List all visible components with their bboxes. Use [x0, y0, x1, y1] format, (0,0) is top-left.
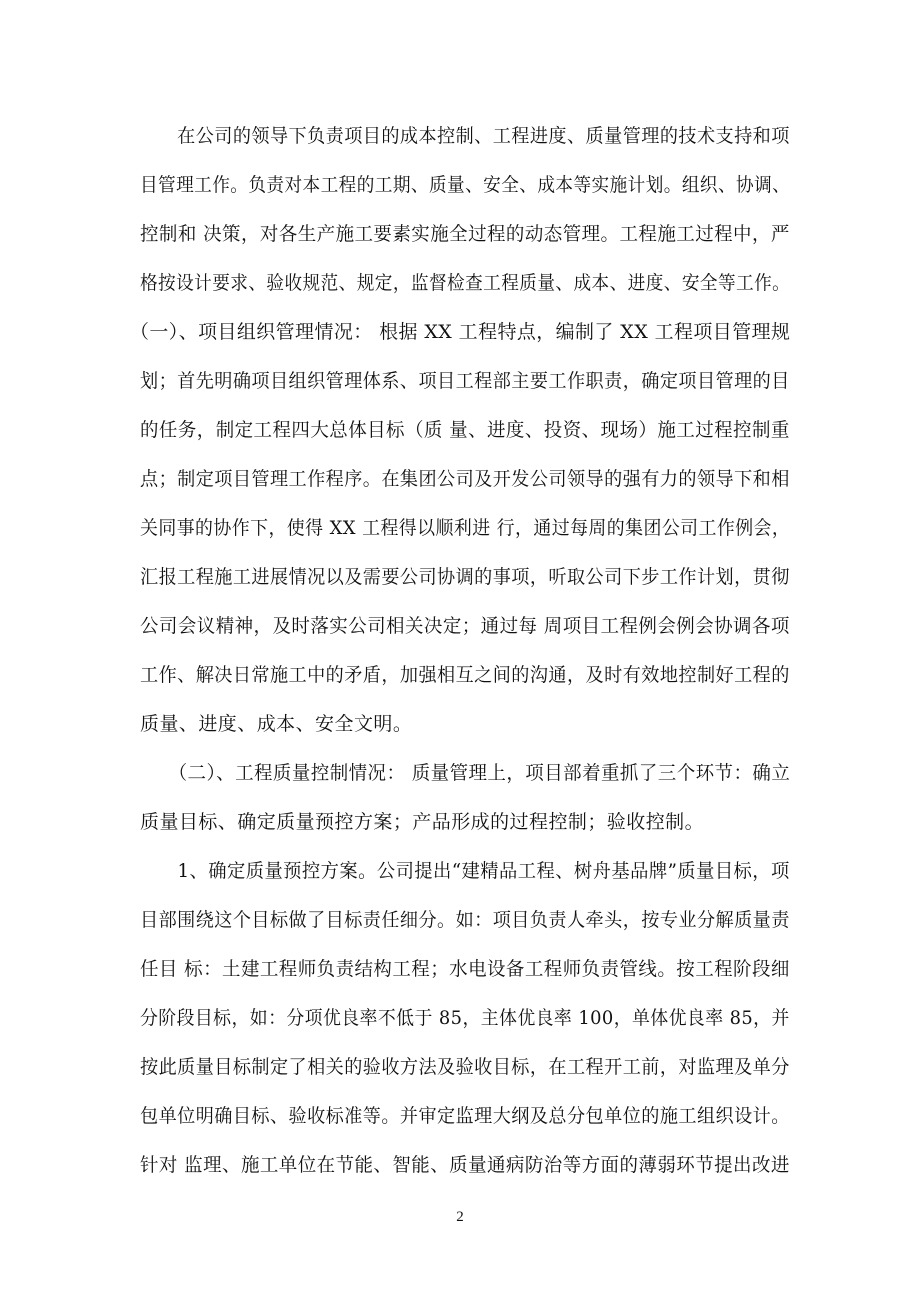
text-line: 目部围绕这个目标做了目标责任细分。如：项目负责人牵头，按专业分解质量责 — [140, 909, 790, 931]
text-line: 质量目标、确定质量预控方案；产品形成的过程控制；验收控制。 — [140, 811, 705, 833]
text-line: 的任务，制定工程四大总体目标（质 量、进度、投资、现场）施工过程控制重 — [140, 419, 790, 441]
text-line: 按此质量目标制定了相关的验收方法及验收目标，在工程开工前，对监理及单分 — [140, 1056, 790, 1078]
text-line: 在公司的领导下负责项目的成本控制、工程进度、质量管理的技术支持和项 — [140, 125, 790, 147]
text-line: 控制和 决策，对各生产施工要素实施全过程的动态管理。工程施工过程中，严 — [140, 223, 790, 245]
text-line: 1、确定质量预控方案。公司提出“建精品工程、树舟基品牌”质量目标，项 — [140, 860, 790, 882]
text-line: 划；首先明确项目组织管理体系、项目工程部主要工作职责，确定项目管理的目 — [140, 370, 790, 392]
text-line: 格按设计要求、验收规范、规定，监督检查工程质量、成本、进度、安全等工作。 — [140, 272, 791, 294]
text-line: 包单位明确目标、验收标准等。并审定监理大纲及总分包单位的施工组织设计。 — [140, 1105, 790, 1127]
text-line: （二）、工程质量控制情况： 质量管理上，项目部着重抓了三个环节：确立 — [140, 762, 791, 784]
text-line: 点；制定项目管理工作程序。在集团公司及开发公司领导的强有力的领导下和相 — [140, 468, 790, 490]
text-line: 关同事的协作下，使得 XX 工程得以顺利进 行，通过每周的集团公司工作例会， — [140, 517, 791, 539]
text-line: 任目 标：土建工程师负责结构工程；水电设备工程师负责管线。按工程阶段细 — [140, 958, 790, 980]
text-line: 公司会议精神，及时落实公司相关决定；通过每 周项目工程例会例会协调各项 — [140, 615, 790, 637]
text-line: 针对 监理、施工单位在节能、智能、质量通病防治等方面的薄弱环节提出改进 — [140, 1154, 790, 1176]
page-number: 2 — [456, 1209, 464, 1225]
text-line: （一）、项目组织管理情况： 根据 XX 工程特点，编制了 XX 工程项目管理规 — [130, 321, 791, 343]
text-line: 工作、解决日常施工中的矛盾，加强相互之间的沟通，及时有效地控制好工程的 — [140, 664, 790, 686]
text-line: 分阶段目标，如：分项优良率不低于 85，主体优良率 100，单体优良率 85，并 — [140, 1007, 790, 1029]
text-line: 汇报工程施工进展情况以及需要公司协调的事项，听取公司下步工作计划，贯彻 — [140, 566, 790, 588]
text-line: 目管理工作。负责对本工程的工期、质量、安全、成本等实施计划。组织、协调、 — [140, 174, 791, 196]
text-line: 质量、进度、成本、安全文明。 — [140, 713, 413, 735]
